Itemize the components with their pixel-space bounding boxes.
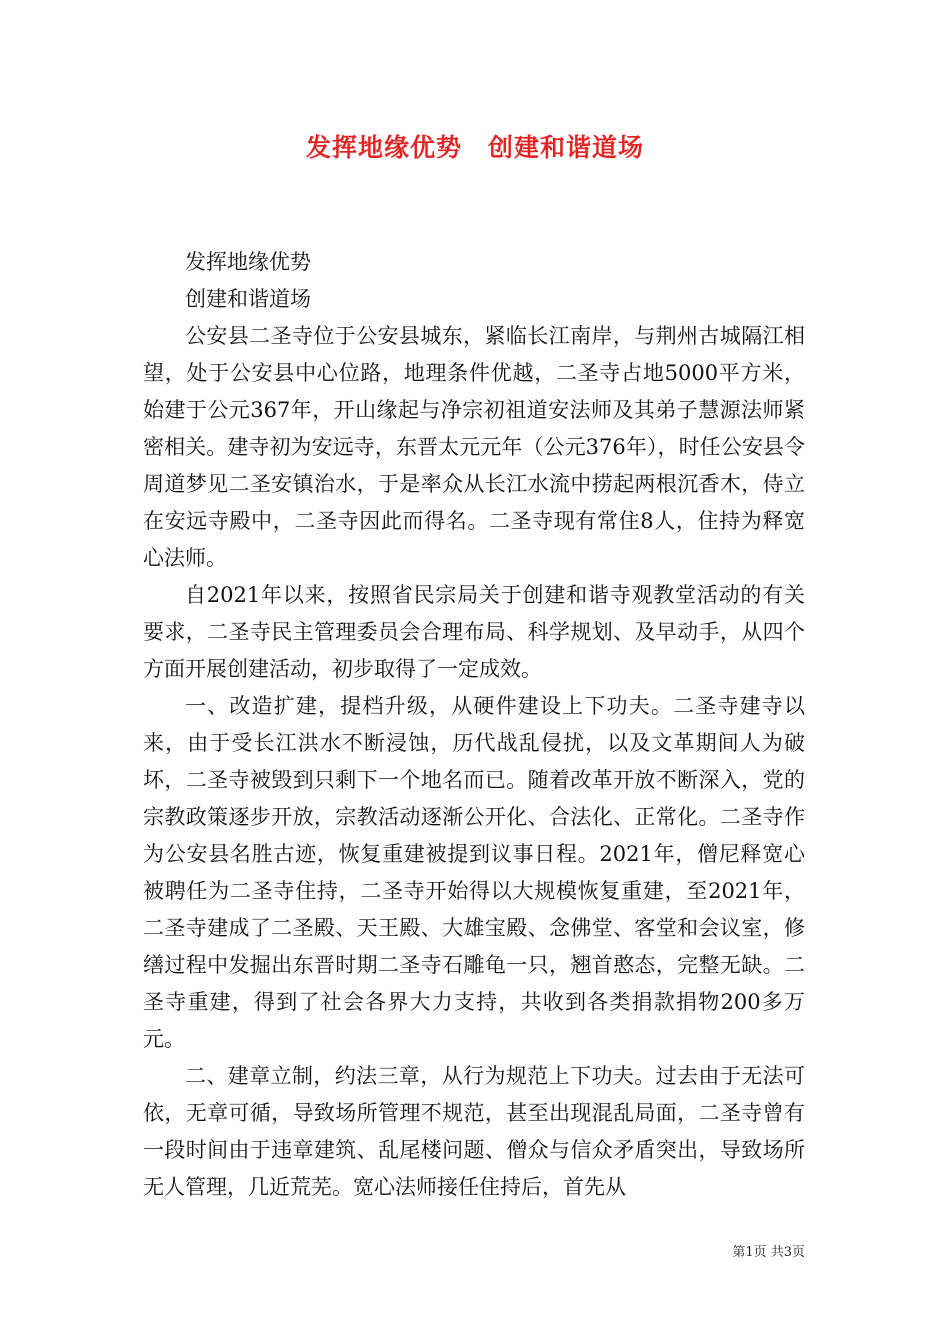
document-body	[143, 244, 805, 1206]
paragraph-intro: 公安县二圣寺位于公安县城东，紧临长江南岸，与荆州古城隔江相望，处于公安县中心位路，地理条件优越，二圣寺占地5000平方米，始建于公元367年，开山缘起与净宗初祖道安法师及其弟子慧源法师紧密相关。建寺初为安远寺，东晋太元元年（公元376年），时任公安县令周道梦见二圣安镇治水，于是率众从长江水流中捞起两根沉香木，侍立在安远寺殿中，二圣寺因此而得名。二圣寺现有常住8人，住持为释宽心法师。	[143, 324, 805, 570]
subtitle-line-1: 发挥地缘优势	[185, 250, 311, 274]
paragraph-since-2021: 自2021年以来，按照省民宗局关于创建和谐寺观教堂活动的有关要求，二圣寺民主管理委员会合理布局、科学规划、及早动手，从四个方面开展创建活动，初步取得了一定成效。	[143, 583, 805, 681]
subtitle-line-2: 创建和谐道场	[185, 287, 311, 311]
paragraph-section-one: 一、改造扩建，提档升级，从硬件建设上下功夫。二圣寺建寺以来，由于受长江洪水不断浸蚀，历代战乱侵扰，以及文革期间人为破坏，二圣寺被毁到只剩下一个地名而已。随着改革开放不断深入，党的宗教政策逐步开放，宗教活动逐渐公开化、合法化、正常化。二圣寺作为公安县名胜古迹，恢复重建被提到议事日程。2021年，僧尼释宽心被聘任为二圣寺住持，二圣寺开始得以大规模恢复重建，至2021年，二圣寺建成了二圣殿、天王殿、大雄宝殿、念佛堂、客堂和会议室，修缮过程中发掘出东晋时期二圣寺石雕龟一只，翘首憨态，完整无缺。二圣寺重建，得到了社会各界大力支持，共收到各类捐款捐物200多万元。	[143, 694, 805, 1051]
document-title: 发挥地缘优势 创建和谐道场	[305, 133, 644, 162]
paragraph-section-two: 二、建章立制，约法三章，从行为规范上下功夫。过去由于无法可依，无章可循，导致场所管理不规范，甚至出现混乱局面，二圣寺曾有一段时间由于违章建筑、乱尾楼问题、僧众与信众矛盾突出，导致场所无人管理，几近荒芜。宽心法师接任住持后，首先从	[143, 1064, 805, 1199]
page-number: 第1页 共3页	[732, 1245, 805, 1260]
